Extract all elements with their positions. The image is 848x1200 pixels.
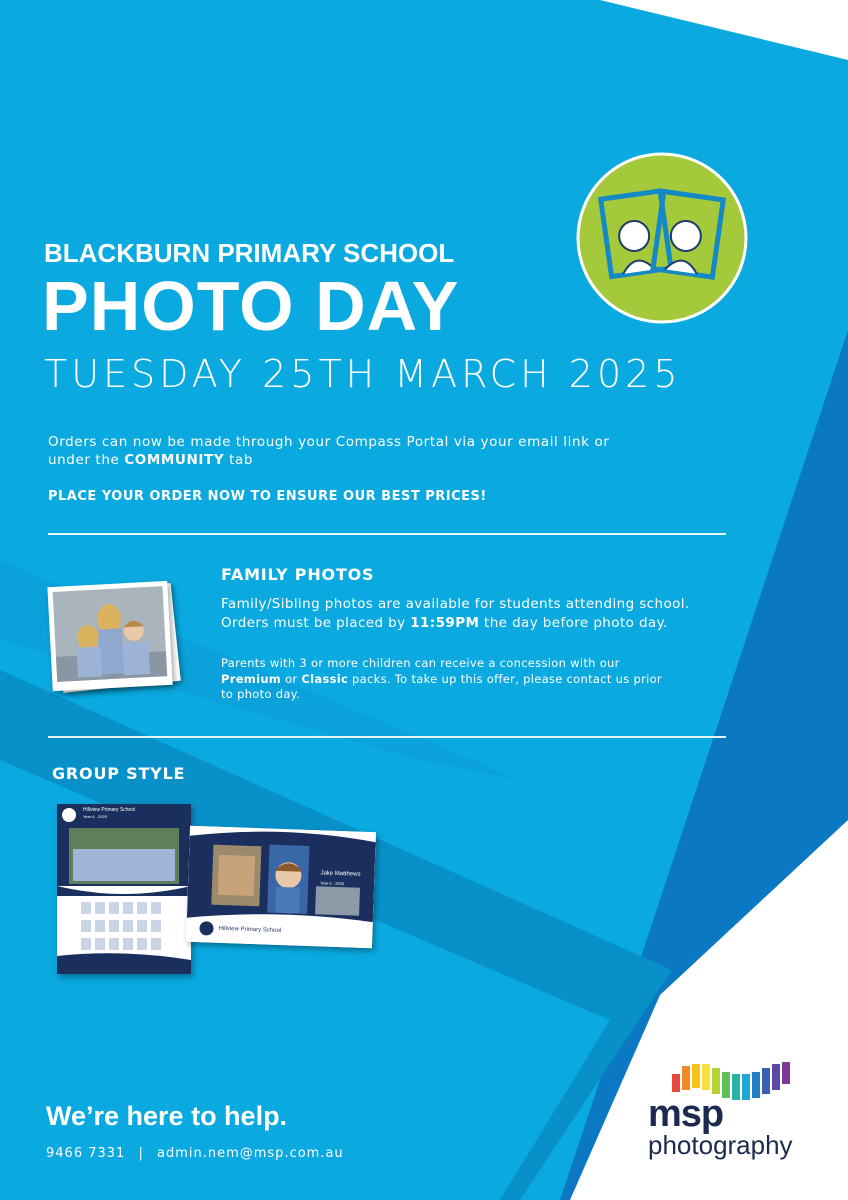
contact-separator: | <box>138 1146 144 1161</box>
logo-brand: msp <box>648 1093 724 1135</box>
intro-text <box>48 433 688 469</box>
group-style-title: GROUP STYLE <box>52 764 186 783</box>
sample-school-name: Hillview Primary School <box>83 807 136 813</box>
deadline-time: 11:59PM <box>410 615 480 631</box>
individual-portrait-sample <box>186 826 376 948</box>
intro-line-1: Orders can now be made through your Compass Portal via your email link or <box>48 434 610 450</box>
sample-student-year: Year 6 - 2025 <box>320 880 345 887</box>
help-heading: We’re here to help. <box>46 1101 288 1131</box>
photo-badge-icon <box>574 150 750 326</box>
contact-email[interactable]: admin.nem@msp.com.au <box>156 1146 344 1161</box>
sample-year: Year 6 - 2025 <box>83 814 107 819</box>
family-photo-image <box>47 581 172 691</box>
event-title: PHOTO DAY <box>42 267 460 345</box>
concession-text: Parents with 3 or more children can receive a concession with our Premium or Classic packs. To take up this offer, please contact us prior to photo day. <box>221 656 662 701</box>
community-tab-label: COMMUNITY <box>124 452 225 468</box>
family-photos-title: FAMILY PHOTOS <box>221 565 375 584</box>
sample-footer-school: Hillview Primary School <box>218 925 282 935</box>
family-photos-text <box>221 595 741 633</box>
contact-phone[interactable]: 9466 7331 <box>46 1146 126 1161</box>
family-line-2: Orders must be placed by 11:59PM the day before photo day. <box>221 615 668 631</box>
event-date: TUESDAY 25TH MARCH 2025 <box>44 352 682 396</box>
school-name: BLACKBURN PRIMARY SCHOOL <box>44 238 455 268</box>
divider-bottom <box>48 736 726 738</box>
contact-line <box>46 1146 344 1161</box>
sample-student-name: Jake Matthews <box>320 870 361 878</box>
intro-line-2: under the COMMUNITY tab <box>48 452 254 468</box>
logo-subtitle: photography <box>648 1130 793 1160</box>
call-to-action: PLACE YOUR ORDER NOW TO ENSURE OUR BEST PRICES! <box>48 489 487 504</box>
divider-top <box>48 533 726 535</box>
group-composite-sample <box>57 804 191 974</box>
premium-pack: Premium <box>221 671 282 686</box>
family-line-1: Family/Sibling photos are available for students attending school. <box>221 596 690 612</box>
classic-pack: Classic <box>301 671 349 686</box>
